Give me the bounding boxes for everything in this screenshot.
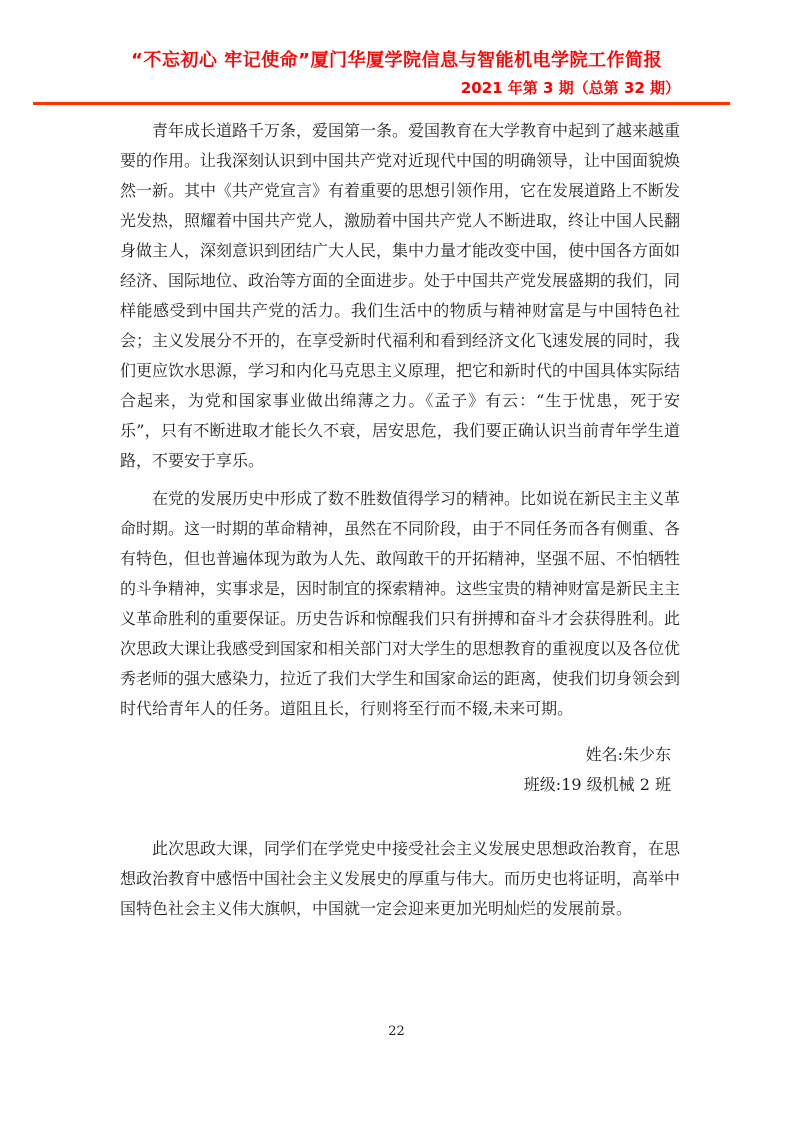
- closing-paragraph: 此次思政大课，同学们在学党史中接受社会主义发展史思想政治教育，在思想政治教育中感悟中国社会主义发展史的厚重与伟大。而历史也将证明，高举中国特色社会主义伟大旗帜，中国就一定会迎来更加光明灿烂的发展前景。: [120, 839, 681, 918]
- issue-number-line: 2021 年第 3 期（总第 32 期）: [460, 79, 680, 97]
- bulletin-header: [0, 0, 793, 105]
- document-body: [120, 116, 680, 924]
- paragraph-party-spirit: 在党的发展历史中形成了数不胜数值得学习的精神。比如说在新民主主义革命时期。这一时期的革命精神，虽然在不同阶段，由于不同任务而各有侧重、各有特色，但也普遍体现为敢为人先、敢闯敢干的开拓精神，坚强不屈、不怕牺牲的斗争精神，实事求是，因时制宜的探索精神。这些宝贵的精神财富是新民主主义革命胜利的重要保证。历史告诉和惊醒我们只有拼搏和奋斗才会获得胜利。此次思政大课让我感受到国家和相关部门对大学生的思想教育的重视度以及各位优秀老师的强大感染力，拉近了我们大学生和国家命运的距离，使我们切身领会到时代给青年人的任务。道阻且长，行则将至行而不辍,未来可期。: [120, 489, 681, 718]
- signature-name-line: 姓名:朱少东: [585, 745, 671, 764]
- page-footer: [0, 1024, 793, 1040]
- signature-class-line: 班级:19 级机械 2 班: [523, 775, 671, 794]
- bulletin-title: “不忘初心 牢记使命”厦门华厦学院信息与智能机电学院工作简报: [131, 50, 662, 71]
- header-rule-divider: [33, 102, 730, 105]
- page-number: 22: [388, 1024, 405, 1039]
- paragraph-youth-patriotism: 青年成长道路千万条，爱国第一条。爱国教育在大学教育中起到了越来越重要的作用。让我深刻认识到中国共产党对近现代中国的明确领导，让中国面貌焕然一新。其中《共产党宣言》有着重要的思想引领作用，它在发展道路上不断发光发热，照耀着中国共产党人，激励着中国共产党人不断进取，终让中国人民翻身做主人，深刻意识到团结广大人民，集中力量才能改变中国，使中国各方面如经济、国际地位、政治等方面的全面进步。处于中国共产党发展盛期的我们，同样能感受到中国共产党的活力。我们生活中的物质与精神财富是与中国特色社会；主义发展分不开的，在享受新时代福利和看到经济文化飞速发展的同时，我们更应饮水思源，学习和内化马克思主义原理，把它和新时代的中国具体实际结合起来，为党和国家事业做出绵薄之力。《孟子》有云：“生于忧患，死于安乐”，只有不断进取才能长久不衰，居安思危，我们要正确认识当前青年学生道路，不要安于享乐。: [120, 121, 681, 470]
